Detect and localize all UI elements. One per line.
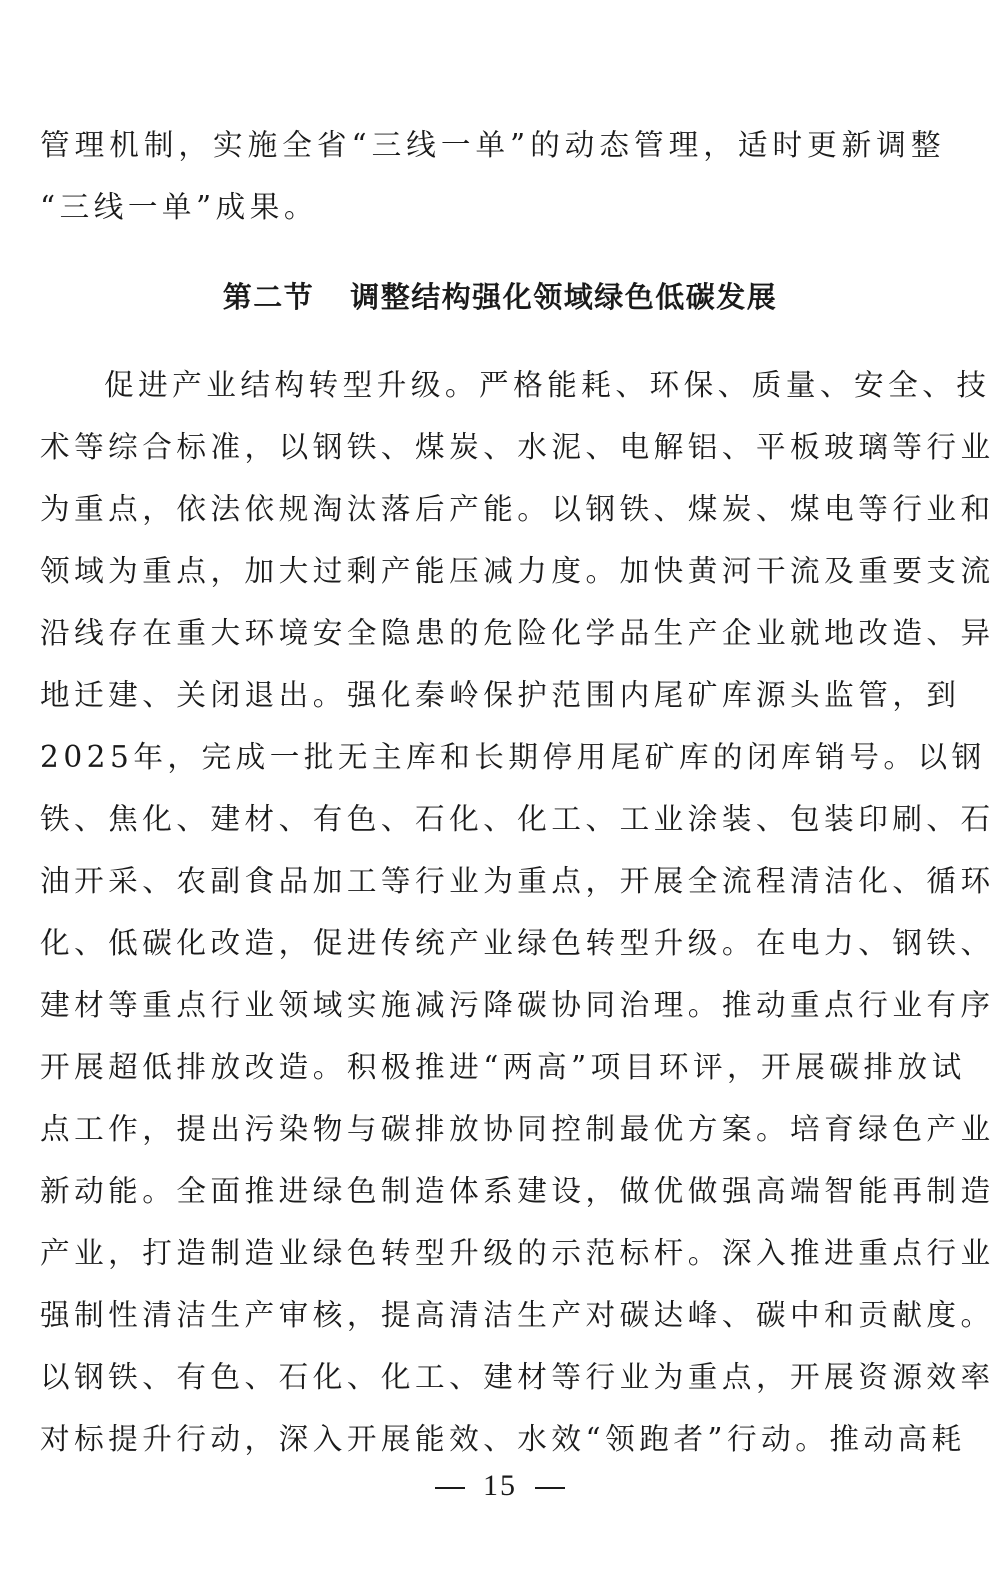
page-number-value: 15 [483,1469,517,1502]
paragraph-line: 化、低碳化改造，促进传统产业绿色转型升级。在电力、钢铁、 [40,926,995,960]
paragraph-line: 地迁建、关闭退出。强化秦岭保护范围内尾矿库源头监管，到 [40,678,961,712]
paragraph-line: 点工作，提出污染物与碳排放协同控制最优方案。培育绿色产业 [40,1112,995,1146]
paragraph-line: 建材等重点行业领域实施减污降碳协同治理。推动重点行业有序 [40,988,995,1022]
page-number [0,1456,1000,1516]
paragraph-line: 铁、焦化、建材、有色、石化、化工、工业涂装、包装印刷、石 [40,802,995,836]
paragraph-line: 术等综合标准，以钢铁、煤炭、水泥、电解铝、平板玻璃等行业 [40,430,995,464]
paragraph-line: 油开采、农副食品加工等行业为重点，开展全流程清洁化、循环 [40,864,995,898]
intro-line-1: 管理机制，实施全省“三线一单”的动态管理，适时更新调整 [40,128,945,162]
section-title: 调整结构强化领域绿色低碳发展 [350,280,778,314]
paragraph-line: 以钢铁、有色、石化、化工、建材等行业为重点，开展资源效率 [40,1360,995,1394]
paragraph-line: 沿线存在重大环境安全隐患的危险化学品生产企业就地改造、异 [40,616,995,650]
paragraph-line: 产业，打造制造业绿色转型升级的示范标杆。深入推进重点行业 [40,1236,995,1270]
page-number-dash-right [535,1487,565,1489]
paragraph-line: 为重点，依法依规淘汰落后产能。以钢铁、煤炭、煤电等行业和 [40,492,995,526]
section-heading [0,266,1000,328]
section-number: 第二节 [222,280,315,314]
intro-line-2: “三线一单”成果。 [40,190,318,224]
paragraph-line: 对标提升行动，深入开展能效、水效“领跑者”行动。推动高耗 [40,1422,966,1456]
paragraph-line: 2025年，完成一批无主库和长期停用尾矿库的闭库销号。以钢 [40,740,986,774]
paragraph-line: 强制性清洁生产审核，提高清洁生产对碳达峰、碳中和贡献度。 [40,1298,995,1332]
page-number-dash-left [435,1487,465,1489]
paragraph-line: 领域为重点，加大过剩产能压减力度。加快黄河干流及重要支流 [40,554,995,588]
paragraph-line: 促进产业结构转型升级。严格能耗、环保、质量、安全、技 [104,368,991,402]
paragraph-line: 新动能。全面推进绿色制造体系建设，做优做强高端智能再制造 [40,1174,995,1208]
paragraph-line: 开展超低排放改造。积极推进“两高”项目环评，开展碳排放试 [40,1050,966,1084]
